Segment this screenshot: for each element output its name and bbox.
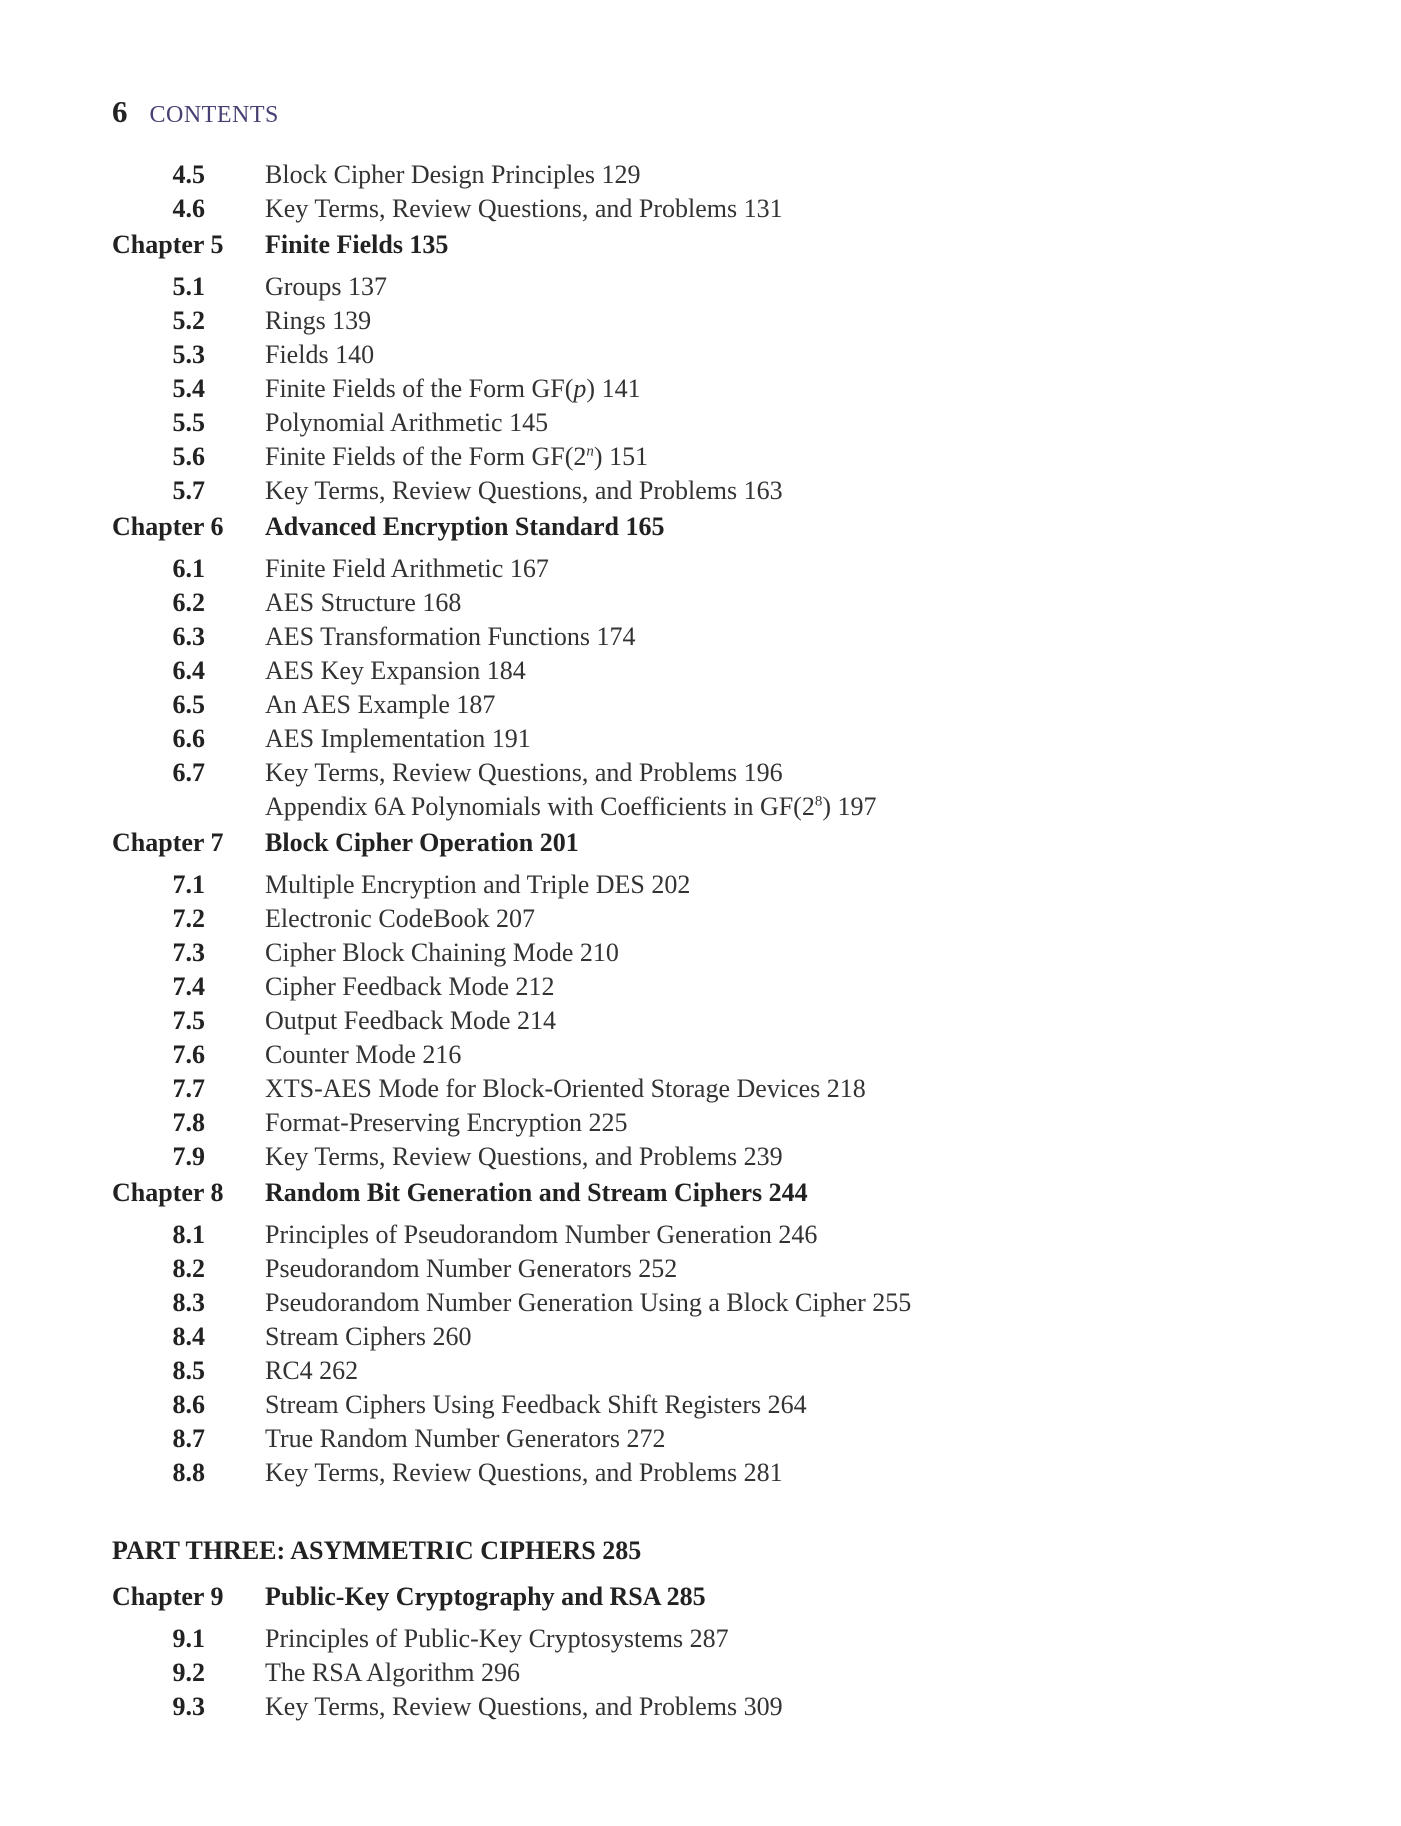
toc-section-row — [112, 622, 1312, 656]
section-number: 7.3 — [172, 938, 205, 967]
section-number: 5.2 — [172, 306, 205, 335]
toc-section-row — [112, 938, 1312, 972]
toc-chapter-row — [112, 826, 1312, 870]
section-title: True Random Number Generators 272 — [265, 1424, 666, 1453]
section-number: 8.7 — [172, 1424, 205, 1453]
chapter-title: Random Bit Generation and Stream Ciphers 244 — [265, 1178, 808, 1207]
section-number: 7.4 — [172, 972, 205, 1001]
section-number: 8.5 — [172, 1356, 205, 1385]
section-title: Principles of Public-Key Cryptosystems 287 — [265, 1624, 729, 1653]
section-number: 7.9 — [172, 1142, 205, 1171]
section-title: Fields 140 — [265, 340, 375, 369]
chapter-title: Public-Key Cryptography and RSA 285 — [265, 1582, 706, 1611]
section-number: 6.4 — [172, 656, 205, 685]
toc-section-row — [112, 1006, 1312, 1040]
page-number: 6 — [112, 94, 128, 129]
section-title: Principles of Pseudorandom Number Generation 246 — [265, 1220, 818, 1249]
toc-section-row — [112, 1040, 1312, 1074]
toc-section-row — [112, 1424, 1312, 1458]
section-number: 7.2 — [172, 904, 205, 933]
toc-section-row — [112, 340, 1312, 374]
page-header — [112, 94, 279, 130]
toc-section-row — [112, 758, 1312, 792]
section-title: Multiple Encryption and Triple DES 202 — [265, 870, 691, 899]
section-title: Electronic CodeBook 207 — [265, 904, 536, 933]
toc-section-row — [112, 870, 1312, 904]
toc-section-row — [112, 408, 1312, 442]
section-number: 9.2 — [172, 1658, 205, 1687]
section-title: Rings 139 — [265, 306, 372, 335]
chapter-title: Advanced Encryption Standard 165 — [265, 512, 665, 541]
toc-chapter-row — [112, 228, 1312, 272]
section-number: 7.7 — [172, 1074, 205, 1103]
toc-section-row — [112, 1692, 1312, 1726]
section-title: The RSA Algorithm 296 — [265, 1658, 520, 1687]
chapter-label: Chapter 7 — [112, 828, 224, 857]
section-title: Stream Ciphers Using Feedback Shift Registers 264 — [265, 1390, 807, 1419]
section-number: 8.1 — [172, 1220, 205, 1249]
section-number: 5.5 — [172, 408, 205, 437]
section-number: 6.6 — [172, 724, 205, 753]
section-number: 5.3 — [172, 340, 205, 369]
section-title: Cipher Feedback Mode 212 — [265, 972, 555, 1001]
chapter-label: Chapter 8 — [112, 1178, 224, 1207]
toc-section-row — [112, 972, 1312, 1006]
toc-section-row — [112, 272, 1312, 306]
section-number: 5.7 — [172, 476, 205, 505]
toc-part-row — [112, 1536, 1312, 1580]
toc-section-row — [112, 1288, 1312, 1322]
section-number: 6.3 — [172, 622, 205, 651]
section-title: AES Implementation 191 — [265, 724, 531, 753]
table-of-contents — [112, 160, 1312, 1726]
toc-section-row — [112, 306, 1312, 340]
section-number: 4.6 — [172, 194, 205, 223]
section-title: Finite Fields of the Form GF(2$^n$) 151 — [265, 442, 649, 471]
toc-chapter-row — [112, 1176, 1312, 1220]
chapter-label: Chapter 9 — [112, 1582, 224, 1611]
toc-section-row — [112, 690, 1312, 724]
section-title: Finite Fields of the Form GF(p) 141 — [265, 374, 641, 403]
part-title: PART THREE: ASYMMETRIC CIPHERS 285 — [112, 1536, 642, 1565]
toc-section-row — [112, 1624, 1312, 1658]
chapter-title: Block Cipher Operation 201 — [265, 828, 579, 857]
section-title: Cipher Block Chaining Mode 210 — [265, 938, 619, 967]
section-number: 6.1 — [172, 554, 205, 583]
section-title: Appendix 6A Polynomials with Coefficients in $GF(2^8)$ 197 — [265, 792, 877, 821]
chapter-label: Chapter 5 — [112, 230, 224, 259]
section-title: Output Feedback Mode 214 — [265, 1006, 557, 1035]
section-number: 5.1 — [172, 272, 205, 301]
section-title: Key Terms, Review Questions, and Problems 131 — [265, 194, 783, 223]
section-number: 7.1 — [172, 870, 205, 899]
section-number: 6.2 — [172, 588, 205, 617]
section-title: Counter Mode 216 — [265, 1040, 462, 1069]
section-title: Pseudorandom Number Generation Using a Block Cipher 255 — [265, 1288, 912, 1317]
section-title: Key Terms, Review Questions, and Problems 309 — [265, 1692, 783, 1721]
section-number: 4.5 — [172, 160, 205, 189]
section-number: 6.7 — [172, 758, 205, 787]
section-title: AES Key Expansion 184 — [265, 656, 526, 685]
toc-section-row — [112, 656, 1312, 690]
section-number: 8.8 — [172, 1458, 205, 1487]
section-number: 8.2 — [172, 1254, 205, 1283]
section-title: RC4 262 — [265, 1356, 359, 1385]
toc-section-row — [112, 1658, 1312, 1692]
section-title: AES Transformation Functions 174 — [265, 622, 636, 651]
toc-section-row — [112, 374, 1312, 408]
toc-section-row — [112, 1254, 1312, 1288]
section-title: Key Terms, Review Questions, and Problems 196 — [265, 758, 783, 787]
section-title: Groups 137 — [265, 272, 388, 301]
section-number: 7.6 — [172, 1040, 205, 1069]
section-title: XTS-AES Mode for Block-Oriented Storage Devices 218 — [265, 1074, 866, 1103]
chapter-label: Chapter 6 — [112, 512, 224, 541]
section-number: 5.4 — [172, 374, 205, 403]
toc-section-row — [112, 588, 1312, 622]
section-title: Pseudorandom Number Generators 252 — [265, 1254, 678, 1283]
section-title: Block Cipher Design Principles 129 — [265, 160, 641, 189]
toc-section-row — [112, 1356, 1312, 1390]
toc-section-row — [112, 724, 1312, 758]
section-title: Format-Preserving Encryption 225 — [265, 1108, 628, 1137]
toc-section-row — [112, 792, 1312, 826]
toc-section-row — [112, 1322, 1312, 1356]
section-number: 8.4 — [172, 1322, 205, 1351]
toc-section-row — [112, 194, 1312, 228]
section-number: 6.5 — [172, 690, 205, 719]
running-head: CONTENTS — [149, 102, 279, 128]
toc-section-row — [112, 1108, 1312, 1142]
section-number: 7.5 — [172, 1006, 205, 1035]
toc-section-row — [112, 1390, 1312, 1424]
section-number: 8.3 — [172, 1288, 205, 1317]
toc-section-row — [112, 904, 1312, 938]
toc-section-row — [112, 1142, 1312, 1176]
toc-section-row — [112, 554, 1312, 588]
chapter-title: Finite Fields 135 — [265, 230, 449, 259]
section-title: An AES Example 187 — [265, 690, 496, 719]
toc-chapter-row — [112, 1580, 1312, 1624]
toc-section-row — [112, 1074, 1312, 1108]
section-title: AES Structure 168 — [265, 588, 462, 617]
section-number: 8.6 — [172, 1390, 205, 1419]
section-number: 9.3 — [172, 1692, 205, 1721]
toc-section-row — [112, 442, 1312, 476]
toc-section-row — [112, 1458, 1312, 1492]
section-title: Polynomial Arithmetic 145 — [265, 408, 549, 437]
toc-section-row — [112, 160, 1312, 194]
toc-section-row — [112, 1220, 1312, 1254]
section-number: 9.1 — [172, 1624, 205, 1653]
section-number: 7.8 — [172, 1108, 205, 1137]
section-number: 5.6 — [172, 442, 205, 471]
section-title: Key Terms, Review Questions, and Problems 239 — [265, 1142, 783, 1171]
section-title: Stream Ciphers 260 — [265, 1322, 472, 1351]
toc-section-row — [112, 476, 1312, 510]
section-title: Finite Field Arithmetic 167 — [265, 554, 549, 583]
section-title: Key Terms, Review Questions, and Problems 281 — [265, 1458, 783, 1487]
toc-chapter-row — [112, 510, 1312, 554]
section-title: Key Terms, Review Questions, and Problems 163 — [265, 476, 783, 505]
